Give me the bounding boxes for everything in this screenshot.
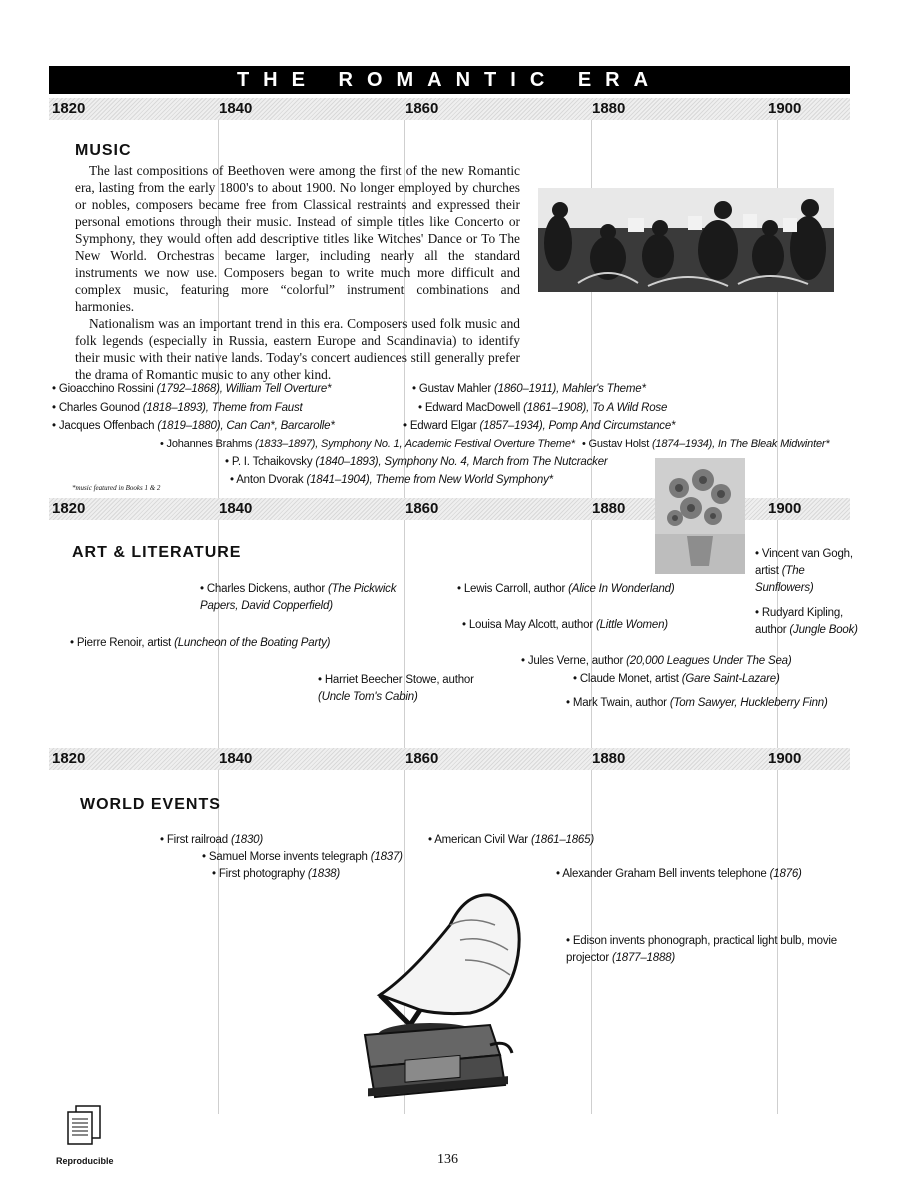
- reproducible-label: Reproducible: [56, 1156, 114, 1166]
- art-item: • Mark Twain, author (Tom Sawyer, Huckleberry Finn): [566, 697, 828, 709]
- year-label: 1820: [52, 750, 86, 767]
- music-heading: MUSIC: [75, 142, 132, 159]
- music-item: • Edward Elgar (1857–1934), Pomp And Circumstance*: [403, 420, 676, 432]
- music-footnote: *music featured in Books 1 & 2: [72, 484, 161, 492]
- year-label: 1900: [768, 500, 802, 517]
- art-item: • Rudyard Kipling, author (Jungle Book): [755, 607, 858, 636]
- art-item: • Jules Verne, author (20,000 Leagues Under The Sea): [521, 655, 792, 667]
- art-item: • Vincent van Gogh, artist (The Sunflowers): [755, 548, 853, 594]
- world-item: • First railroad (1830): [160, 834, 263, 846]
- sunflowers-painting: [655, 458, 745, 574]
- music-body: [75, 162, 520, 383]
- music-item: • Charles Gounod (1818–1893), Theme from Faust: [52, 402, 303, 414]
- music-item: • P. I. Tchaikovsky (1840–1893), Symphony No. 4, March from The Nutcracker: [225, 456, 608, 468]
- music-paragraph-2: Nationalism was an important trend in this era. Composers used folk music and folk legends (especially in Russia, eastern Europe and Scandinavia) to identify their music with their native lands. Today's concert audiences still generally prefer the drama of Romantic music to any other kind.: [75, 316, 520, 382]
- year-label: 1880: [592, 750, 626, 767]
- music-item: • Jacques Offenbach (1819–1880), Can Can*, Barcarolle*: [52, 420, 335, 432]
- year-label: 1820: [52, 500, 86, 517]
- music-item: • Anton Dvorak (1841–1904), Theme from New World Symphony*: [230, 474, 553, 486]
- music-item: • Johannes Brahms (1833–1897), Symphony No. 1, Academic Festival Overture Theme*: [160, 438, 575, 450]
- page-title: THE ROMANTIC ERA: [49, 66, 850, 94]
- year-label: 1860: [405, 100, 439, 117]
- music-item: • Gioacchino Rossini (1792–1868), William Tell Overture*: [52, 383, 332, 395]
- world-item: • American Civil War (1861–1865): [428, 834, 594, 846]
- year-label: 1900: [768, 750, 802, 767]
- year-label: 1900: [768, 100, 802, 117]
- timeline-bar: [49, 748, 850, 770]
- year-label: 1860: [405, 750, 439, 767]
- art-item: • Lewis Carroll, author (Alice In Wonderland): [457, 583, 675, 595]
- year-label: 1820: [52, 100, 86, 117]
- page-number: 136: [437, 1152, 458, 1167]
- gramophone-illustration: [350, 885, 530, 1105]
- art-item: • Claude Monet, artist (Gare Saint-Lazare): [573, 673, 780, 685]
- art-item: • Pierre Renoir, artist (Luncheon of the Boating Party): [70, 637, 331, 649]
- world-item: • First photography (1838): [212, 868, 340, 880]
- music-item: • Gustav Mahler (1860–1911), Mahler's Theme*: [412, 383, 646, 395]
- world-heading: WORLD EVENTS: [80, 796, 221, 813]
- world-item: • Edison invents phonograph, practical light bulb, movie projector (1877–1888): [566, 935, 837, 964]
- year-label: 1840: [219, 750, 253, 767]
- art-heading: ART & LITERATURE: [72, 544, 242, 561]
- year-label: 1860: [405, 500, 439, 517]
- world-item: • Samuel Morse invents telegraph (1837): [202, 851, 403, 863]
- year-label: 1840: [219, 100, 253, 117]
- year-label: 1840: [219, 500, 253, 517]
- music-item: • Gustav Holst (1874–1934), In The Bleak Midwinter*: [582, 438, 830, 450]
- timeline-bar: [49, 98, 850, 120]
- art-item: • Harriet Beecher Stowe, author (Uncle Tom's Cabin): [318, 674, 474, 703]
- art-item: • Charles Dickens, author (The Pickwick Papers, David Copperfield): [200, 583, 397, 612]
- reproducible-copy-icon: [62, 1102, 110, 1152]
- orchestra-illustration: [538, 188, 834, 292]
- art-item: • Louisa May Alcott, author (Little Women): [462, 619, 668, 631]
- music-paragraph-1: The last compositions of Beethoven were among the first of the new Romantic era, lasting from the early 1800's to about 1900. No longer employed by churches or nobles, composers became free from Classical restraints and expressed their personal emotions through their music. Instead of simple titles like Concerto or Symphony, they would often add descriptive titles like Witches' Dance or To The New World. Orchestras became larger, including nearly all the standard instruments we now use. Composers began to write much more difficult and complex music, featuring more “colorful” instrument combinations and harmonies.: [75, 163, 520, 314]
- music-item: • Edward MacDowell (1861–1908), To A Wild Rose: [418, 402, 668, 414]
- year-label: 1880: [592, 500, 626, 517]
- year-label: 1880: [592, 100, 626, 117]
- world-item: • Alexander Graham Bell invents telephone (1876): [556, 868, 802, 880]
